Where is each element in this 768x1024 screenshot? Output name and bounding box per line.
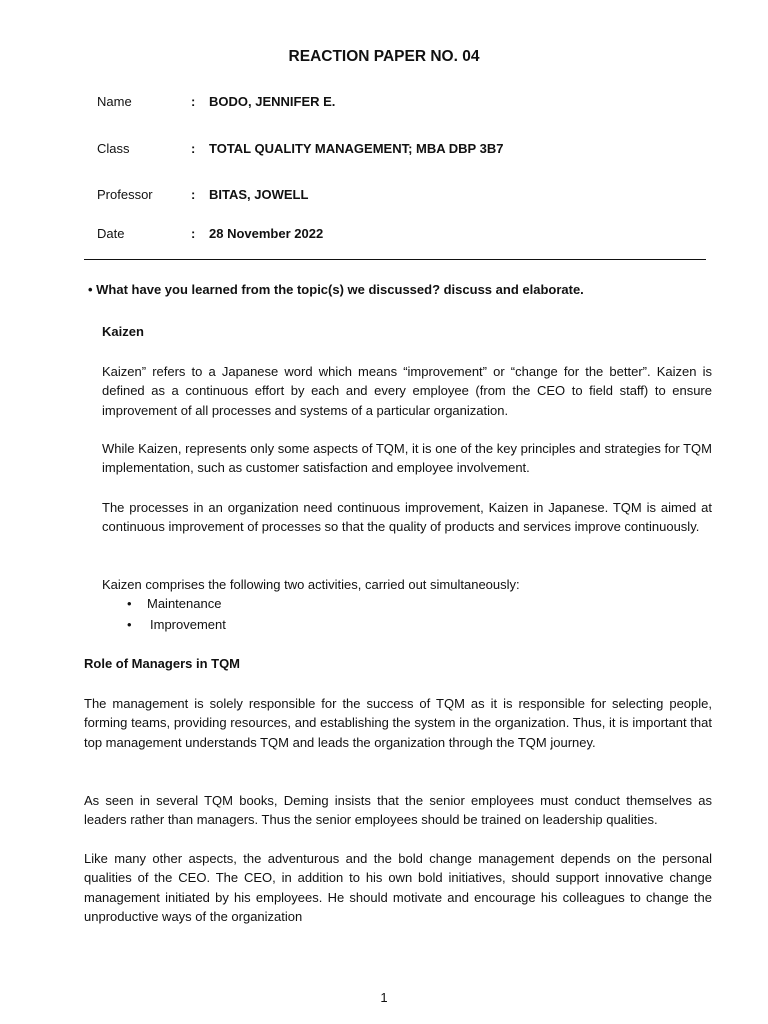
field-colon: : bbox=[191, 187, 196, 202]
field-label: Class bbox=[97, 141, 130, 156]
field-colon: : bbox=[191, 226, 196, 241]
page-title: REACTION PAPER NO. 04 bbox=[288, 48, 480, 65]
field-label: Professor bbox=[97, 187, 153, 202]
list-item-label: Improvement bbox=[150, 617, 226, 632]
kaizen-paragraph-4: Kaizen comprises the following two activities, carried out simultaneously: bbox=[102, 577, 520, 592]
managers-paragraph-1: The management is solely responsible for the success of TQM as it is responsible for selecting people, forming teams, providing resources, and establishing the system in the organization. Thus, it is important that top management understands TQM and leads the organization through the TQM journey. bbox=[84, 696, 712, 750]
field-colon: : bbox=[191, 141, 196, 156]
header-divider bbox=[84, 259, 706, 260]
question-prompt: • What have you learned from the topic(s) we discussed? discuss and elaborate. bbox=[88, 282, 584, 297]
kaizen-paragraph-1: Kaizen” refers to a Japanese word which means “improvement” or “change for the better”. Kaizen is defined as a continuous effort by each and every employee (from the CEO to field staff) to ensure improvement of all processes and systems of a particular organization. bbox=[102, 364, 712, 418]
kaizen-paragraph-3: The processes in an organization need continuous improvement, Kaizen in Japanese. TQM is aimed at continuous improvement of processes so that the quality of products and services improve continuously. bbox=[102, 500, 712, 535]
field-value: 28 November 2022 bbox=[209, 226, 324, 241]
field-colon: : bbox=[191, 94, 196, 109]
field-value: BITAS, JOWELL bbox=[209, 187, 309, 202]
field-label: Date bbox=[97, 226, 125, 241]
managers-paragraph-2: As seen in several TQM books, Deming insists that the senior employees must conduct themselves as leaders rather than managers. Thus the senior employees should be trained on leadership qualities. bbox=[84, 793, 712, 828]
list-item bbox=[127, 596, 221, 611]
list-item-label: Maintenance bbox=[147, 596, 222, 611]
field-value: BODO, JENNIFER E. bbox=[209, 94, 336, 109]
bullet-icon: • bbox=[127, 596, 132, 611]
page-number: 1 bbox=[380, 990, 388, 1005]
field-label: Name bbox=[97, 94, 132, 109]
kaizen-paragraph-2: While Kaizen, represents only some aspects of TQM, it is one of the key principles and strategies for TQM implementation, such as customer satisfaction and employee involvement. bbox=[102, 441, 712, 476]
managers-paragraph-3: Like many other aspects, the adventurous and the bold change management depends on the personal qualities of the CEO. The CEO, in addition to his own bold initiatives, should support innovative change management initiated by his employees. He should motivate and encourage his colleagues to change the unproductive ways of the organization bbox=[84, 851, 712, 924]
kaizen-heading: Kaizen bbox=[102, 324, 144, 339]
bullet-icon: • bbox=[127, 617, 132, 632]
managers-heading: Role of Managers in TQM bbox=[84, 656, 241, 671]
list-item bbox=[127, 617, 226, 632]
field-value: TOTAL QUALITY MANAGEMENT; MBA DBP 3B7 bbox=[209, 141, 504, 156]
